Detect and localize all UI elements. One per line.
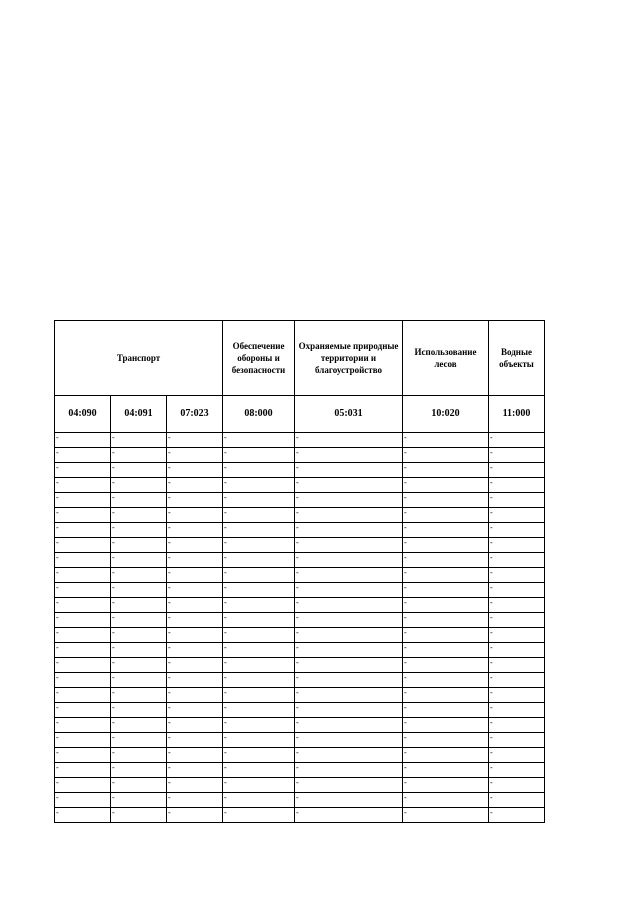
table-cell: - bbox=[55, 688, 111, 703]
table-cell: - bbox=[295, 658, 403, 673]
table-cell: - bbox=[489, 448, 545, 463]
table-cell: - bbox=[403, 778, 489, 793]
land-use-table bbox=[54, 320, 545, 823]
table-cell: - bbox=[295, 478, 403, 493]
table-cell: - bbox=[167, 673, 223, 688]
table-cell: - bbox=[403, 703, 489, 718]
table-cell: - bbox=[223, 688, 295, 703]
table-cell: - bbox=[167, 778, 223, 793]
table-cell: - bbox=[55, 553, 111, 568]
table-cell: - bbox=[403, 793, 489, 808]
table-cell: - bbox=[489, 613, 545, 628]
table-cell: - bbox=[489, 763, 545, 778]
table-cell: - bbox=[55, 733, 111, 748]
table-cell: - bbox=[489, 583, 545, 598]
table-cell: - bbox=[223, 433, 295, 448]
table-cell: - bbox=[223, 643, 295, 658]
table-cell: - bbox=[403, 688, 489, 703]
table-cell: - bbox=[111, 763, 167, 778]
table-cell: - bbox=[55, 583, 111, 598]
table-cell: - bbox=[403, 568, 489, 583]
table-cell: - bbox=[403, 463, 489, 478]
table-cell: - bbox=[111, 478, 167, 493]
table-group-header-row bbox=[55, 321, 545, 396]
table-cell: - bbox=[167, 718, 223, 733]
group-header-cell: Использование лесов bbox=[403, 321, 489, 396]
table-row bbox=[55, 778, 545, 793]
table-cell: - bbox=[55, 493, 111, 508]
table-cell: - bbox=[403, 658, 489, 673]
table-cell: - bbox=[403, 433, 489, 448]
table-cell: - bbox=[223, 613, 295, 628]
table-cell: - bbox=[55, 568, 111, 583]
table-cell: - bbox=[111, 493, 167, 508]
table-row bbox=[55, 493, 545, 508]
table-cell: - bbox=[111, 433, 167, 448]
table-cell: - bbox=[223, 793, 295, 808]
table-cell: - bbox=[403, 493, 489, 508]
table-cell: - bbox=[403, 478, 489, 493]
table-cell: - bbox=[223, 568, 295, 583]
table-cell: - bbox=[489, 688, 545, 703]
table-cell: - bbox=[55, 703, 111, 718]
code-header-cell: 11:000 bbox=[489, 396, 545, 433]
table-cell: - bbox=[295, 808, 403, 823]
table-cell: - bbox=[111, 688, 167, 703]
table-cell: - bbox=[111, 808, 167, 823]
table-cell: - bbox=[167, 688, 223, 703]
table-cell: - bbox=[403, 448, 489, 463]
table-cell: - bbox=[111, 673, 167, 688]
table-cell: - bbox=[489, 508, 545, 523]
table-cell: - bbox=[403, 643, 489, 658]
table-row bbox=[55, 748, 545, 763]
table-cell: - bbox=[295, 703, 403, 718]
table-row bbox=[55, 508, 545, 523]
table-cell: - bbox=[295, 568, 403, 583]
table-cell: - bbox=[111, 658, 167, 673]
table-row bbox=[55, 733, 545, 748]
table-cell: - bbox=[403, 808, 489, 823]
table-cell: - bbox=[295, 673, 403, 688]
table-cell: - bbox=[167, 463, 223, 478]
table-row bbox=[55, 598, 545, 613]
table-cell: - bbox=[403, 553, 489, 568]
table-cell: - bbox=[111, 583, 167, 598]
table-cell: - bbox=[55, 793, 111, 808]
table-row bbox=[55, 553, 545, 568]
table-body bbox=[55, 433, 545, 823]
table-cell: - bbox=[111, 643, 167, 658]
table-cell: - bbox=[489, 748, 545, 763]
table-cell: - bbox=[489, 538, 545, 553]
table-cell: - bbox=[167, 478, 223, 493]
table-cell: - bbox=[489, 568, 545, 583]
table-row bbox=[55, 538, 545, 553]
code-header-cell: 04:091 bbox=[111, 396, 167, 433]
table-cell: - bbox=[403, 613, 489, 628]
table-cell: - bbox=[167, 613, 223, 628]
table-row bbox=[55, 808, 545, 823]
table-cell: - bbox=[295, 748, 403, 763]
table-cell: - bbox=[223, 733, 295, 748]
table-cell: - bbox=[167, 448, 223, 463]
table-cell: - bbox=[55, 808, 111, 823]
table-cell: - bbox=[223, 583, 295, 598]
table-cell: - bbox=[55, 718, 111, 733]
table-cell: - bbox=[167, 538, 223, 553]
table-cell: - bbox=[403, 508, 489, 523]
table-cell: - bbox=[111, 568, 167, 583]
table-cell: - bbox=[489, 718, 545, 733]
table-cell: - bbox=[489, 493, 545, 508]
table-row bbox=[55, 433, 545, 448]
table-cell: - bbox=[111, 553, 167, 568]
table-cell: - bbox=[295, 538, 403, 553]
table-cell: - bbox=[295, 463, 403, 478]
table-row bbox=[55, 523, 545, 538]
table-cell: - bbox=[295, 628, 403, 643]
table-cell: - bbox=[403, 733, 489, 748]
table-cell: - bbox=[223, 448, 295, 463]
group-header-cell: Транспорт bbox=[55, 321, 223, 396]
table-cell: - bbox=[295, 733, 403, 748]
table-cell: - bbox=[167, 808, 223, 823]
table-cell: - bbox=[403, 598, 489, 613]
table-row bbox=[55, 643, 545, 658]
table-cell: - bbox=[167, 733, 223, 748]
code-header-cell: 08:000 bbox=[223, 396, 295, 433]
table-row bbox=[55, 628, 545, 643]
table-cell: - bbox=[111, 778, 167, 793]
table-cell: - bbox=[489, 808, 545, 823]
table-cell: - bbox=[403, 523, 489, 538]
table-row bbox=[55, 703, 545, 718]
table-cell: - bbox=[167, 748, 223, 763]
table-row bbox=[55, 673, 545, 688]
table-cell: - bbox=[223, 628, 295, 643]
code-header-cell: 05:031 bbox=[295, 396, 403, 433]
table-cell: - bbox=[111, 613, 167, 628]
table-row bbox=[55, 448, 545, 463]
table-cell: - bbox=[167, 583, 223, 598]
table-cell: - bbox=[489, 658, 545, 673]
table-row bbox=[55, 688, 545, 703]
table-cell: - bbox=[295, 448, 403, 463]
table-cell: - bbox=[55, 643, 111, 658]
table-cell: - bbox=[223, 553, 295, 568]
table-cell: - bbox=[295, 793, 403, 808]
table-cell: - bbox=[489, 703, 545, 718]
table-cell: - bbox=[403, 583, 489, 598]
table-cell: - bbox=[489, 778, 545, 793]
table-cell: - bbox=[489, 673, 545, 688]
table-cell: - bbox=[55, 538, 111, 553]
table-cell: - bbox=[295, 688, 403, 703]
table-cell: - bbox=[55, 658, 111, 673]
table-cell: - bbox=[55, 433, 111, 448]
group-header-cell: Обеспечение обороны и безопасности bbox=[223, 321, 295, 396]
table-row bbox=[55, 463, 545, 478]
table-cell: - bbox=[55, 628, 111, 643]
table-cell: - bbox=[403, 628, 489, 643]
table-cell: - bbox=[223, 703, 295, 718]
table-cell: - bbox=[223, 748, 295, 763]
table-cell: - bbox=[223, 523, 295, 538]
table-cell: - bbox=[489, 523, 545, 538]
table-row bbox=[55, 583, 545, 598]
table-cell: - bbox=[223, 673, 295, 688]
table-cell: - bbox=[55, 778, 111, 793]
table-cell: - bbox=[55, 523, 111, 538]
group-header-cell: Водные объекты bbox=[489, 321, 545, 396]
table-cell: - bbox=[223, 718, 295, 733]
table-cell: - bbox=[111, 793, 167, 808]
table-cell: - bbox=[55, 598, 111, 613]
code-header-cell: 10:020 bbox=[403, 396, 489, 433]
table-cell: - bbox=[489, 643, 545, 658]
table-cell: - bbox=[489, 553, 545, 568]
table-cell: - bbox=[167, 628, 223, 643]
table-cell: - bbox=[111, 598, 167, 613]
table-cell: - bbox=[489, 628, 545, 643]
table-cell: - bbox=[295, 493, 403, 508]
table-cell: - bbox=[223, 808, 295, 823]
table-cell: - bbox=[111, 538, 167, 553]
table-cell: - bbox=[167, 433, 223, 448]
table-cell: - bbox=[223, 508, 295, 523]
table-cell: - bbox=[55, 748, 111, 763]
table-cell: - bbox=[295, 643, 403, 658]
table-row bbox=[55, 658, 545, 673]
table-cell: - bbox=[167, 793, 223, 808]
table-cell: - bbox=[295, 718, 403, 733]
table-cell: - bbox=[55, 478, 111, 493]
table-cell: - bbox=[55, 508, 111, 523]
table-cell: - bbox=[223, 463, 295, 478]
table-cell: - bbox=[55, 763, 111, 778]
table-cell: - bbox=[295, 763, 403, 778]
table-cell: - bbox=[223, 493, 295, 508]
table-cell: - bbox=[403, 538, 489, 553]
table-cell: - bbox=[489, 478, 545, 493]
table-cell: - bbox=[223, 658, 295, 673]
table-cell: - bbox=[223, 478, 295, 493]
table-cell: - bbox=[223, 598, 295, 613]
table-cell: - bbox=[55, 448, 111, 463]
table-cell: - bbox=[295, 598, 403, 613]
table-cell: - bbox=[403, 748, 489, 763]
table-cell: - bbox=[167, 658, 223, 673]
table-cell: - bbox=[223, 538, 295, 553]
table-cell: - bbox=[55, 463, 111, 478]
table-row bbox=[55, 568, 545, 583]
table-cell: - bbox=[167, 643, 223, 658]
table-cell: - bbox=[403, 763, 489, 778]
table-cell: - bbox=[295, 778, 403, 793]
table-cell: - bbox=[111, 733, 167, 748]
table-cell: - bbox=[55, 673, 111, 688]
table-row bbox=[55, 718, 545, 733]
table-cell: - bbox=[111, 463, 167, 478]
table-cell: - bbox=[489, 463, 545, 478]
table-cell: - bbox=[403, 673, 489, 688]
table-cell: - bbox=[295, 553, 403, 568]
table-cell: - bbox=[167, 523, 223, 538]
table-cell: - bbox=[295, 508, 403, 523]
code-header-cell: 07:023 bbox=[167, 396, 223, 433]
table-cell: - bbox=[489, 733, 545, 748]
table-cell: - bbox=[295, 613, 403, 628]
table-cell: - bbox=[167, 553, 223, 568]
table-cell: - bbox=[167, 598, 223, 613]
code-header-cell: 04:090 bbox=[55, 396, 111, 433]
table-cell: - bbox=[295, 523, 403, 538]
table-cell: - bbox=[167, 703, 223, 718]
table-cell: - bbox=[489, 598, 545, 613]
table-row bbox=[55, 793, 545, 808]
table-cell: - bbox=[223, 763, 295, 778]
table-cell: - bbox=[223, 778, 295, 793]
table-row bbox=[55, 613, 545, 628]
table-cell: - bbox=[111, 628, 167, 643]
table-cell: - bbox=[111, 718, 167, 733]
group-header-cell: Охраняемые природные территории и благоустройство bbox=[295, 321, 403, 396]
table-cell: - bbox=[167, 508, 223, 523]
table-cell: - bbox=[111, 448, 167, 463]
table-cell: - bbox=[167, 763, 223, 778]
table-cell: - bbox=[295, 433, 403, 448]
table-cell: - bbox=[403, 718, 489, 733]
table-cell: - bbox=[489, 793, 545, 808]
table-cell: - bbox=[167, 568, 223, 583]
table-cell: - bbox=[489, 433, 545, 448]
table-cell: - bbox=[111, 703, 167, 718]
table-row bbox=[55, 763, 545, 778]
table-cell: - bbox=[111, 748, 167, 763]
table-cell: - bbox=[167, 493, 223, 508]
table-cell: - bbox=[55, 613, 111, 628]
table-code-row bbox=[55, 396, 545, 433]
table-row bbox=[55, 478, 545, 493]
table-cell: - bbox=[111, 508, 167, 523]
table-cell: - bbox=[111, 523, 167, 538]
table-cell: - bbox=[295, 583, 403, 598]
